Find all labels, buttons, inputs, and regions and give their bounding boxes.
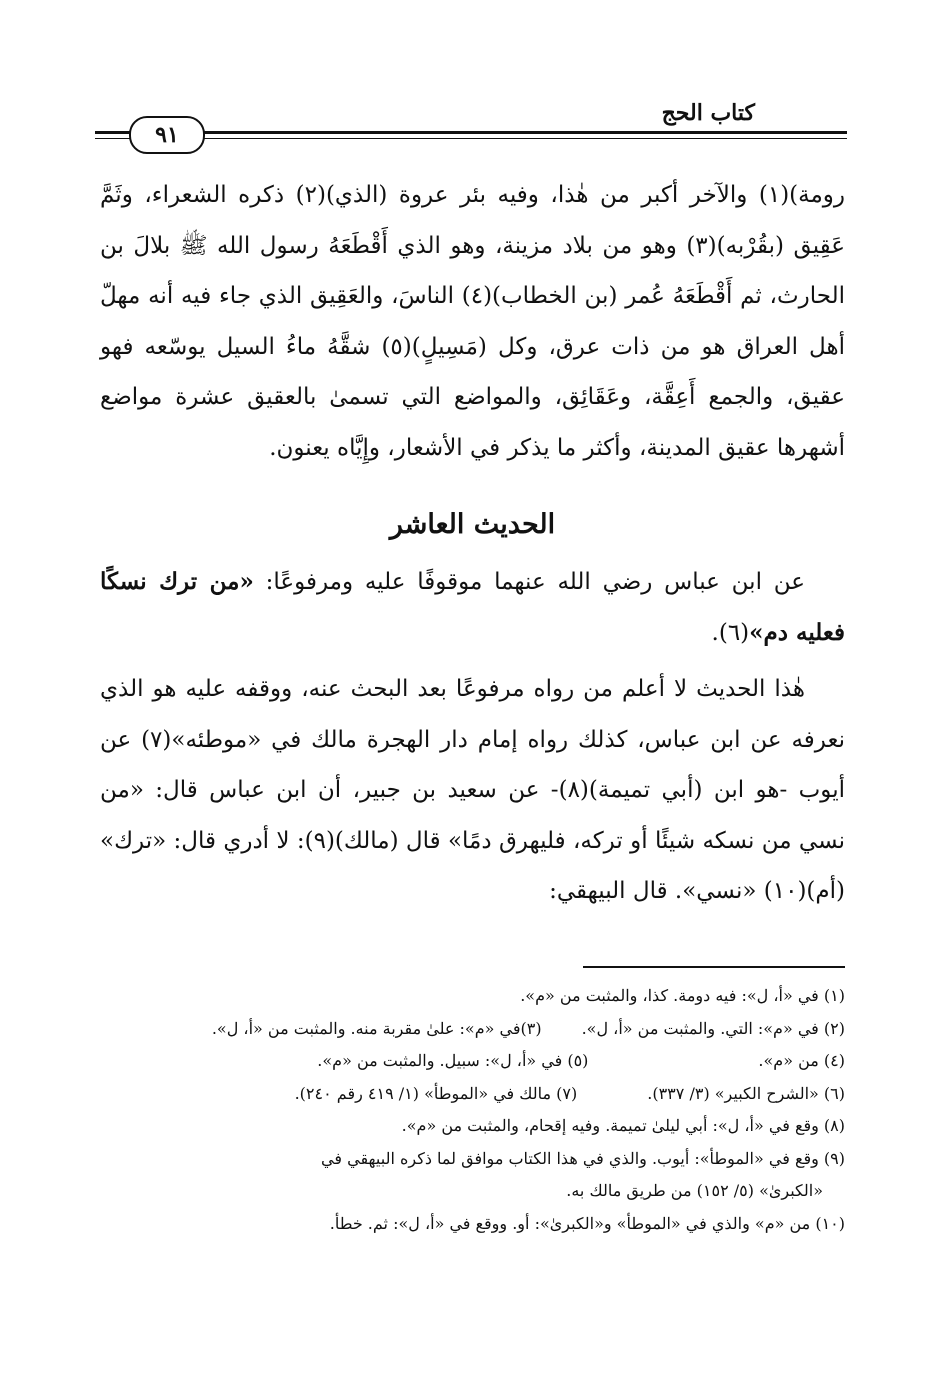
paragraph-continuation: رومة)(١) والآخر أكبر من هٰذا، وفيه بئر عروة (الذي)(٢) ذكره الشعراء، وثَمَّ عَقِيق (بقُرْبه)(٣) وهو من بلاد مزينة، وهو الذي أَقْطَعَهُ رسول الله ﷺ بلالَ بن الحارث، ثم أَقْطَعَهُ عُمر (بن الخطاب)(٤) الناسَ، والعَقِيق الذي جاء فيه أنه مهلّ أهل العراق هو من ذات عرق، وكل (مَسِيلٍ)(٥) شقَّهُ ماءُ السيل يوسّعه فهو عقيق، والجمع أَعِقَّة، وعَقَائِق، والمواضع التي تسمىٰ بالعقيق عشرة مواضع أشهرها عقيق المدينة، وأكثر ما يذكر في الأشعار، وإِيَّاه يعنون.	[100, 182, 845, 461]
hadith-footnote-ref: (٦).	[711, 619, 750, 646]
page-header	[95, 98, 847, 154]
footnote-line	[100, 1208, 845, 1241]
footnote-2: (٢) في «م»: التي. والمثبت من «أ، ل».	[581, 1018, 845, 1038]
footnote-8: (٨) وقع في «أ، ل»: أبي ليلىٰ تميمة. وفيه إقحام، والمثبت من «م».	[401, 1116, 845, 1135]
footnotes	[100, 980, 845, 1240]
page-number: ٩١	[129, 116, 205, 154]
header-rule-thick	[95, 131, 847, 134]
hadith-intro: عن ابن عباس رضي الله عنهما موقوفًا عليه ومرفوعًا:	[253, 569, 805, 595]
book-title: كتاب الحج	[661, 100, 755, 126]
section-heading: الحديث العاشر	[389, 509, 556, 540]
footnote-1: (١) في «أ، ل»: فيه دومة. كذا، والمثبت من «م».	[520, 986, 845, 1005]
footnote-line	[100, 1045, 845, 1078]
footnote-line	[100, 1175, 845, 1208]
commentary-paragraph: هٰذا الحديث لا أعلم من رواه مرفوعًا بعد البحث عنه، ووقفه عليه هو الذي نعرفه عن ابن عباس، كذلك رواه إمام دار الهجرة مالك في «موطئه»(٧) عن أيوب -هو ابن (أبي تميمة)(٨)- عن سعيد بن جبير، أن ابن عباس قال: «من نسي من نسكه شيئًا أو تركه، فليهرق دمًا» قال (مالك)(٩): لا أدري قال: «ترك» (أم)(١٠) «نسي». قال البيهقي:	[100, 676, 845, 904]
footnote-line	[100, 1110, 845, 1143]
main-text	[100, 170, 845, 917]
footnote-line	[100, 1078, 845, 1111]
footnote-9-continued: «الكبرىٰ» (٥/ ١٥٢) من طريق مالك به.	[566, 1181, 823, 1200]
footnote-4: (٤) من «م».	[758, 1051, 845, 1070]
hadith-text: «من ترك نسكًا فعليه دم»	[100, 568, 845, 646]
footnote-line	[100, 1143, 845, 1176]
header-rule-thin	[95, 138, 847, 139]
footnote-10: (١٠) من «م» والذي في «الموطأ» و«الكبرىٰ»: أو. ووقع في «أ، ل»: ثم. خطأ.	[329, 1213, 845, 1233]
footnote-separator	[583, 966, 845, 968]
footnote-3: (٣)في «م»: علىٰ مقربة منه. والمثبت من «أ، ل».	[211, 1018, 542, 1038]
hadith-paragraph	[100, 557, 845, 658]
footnote-9: (٩) وقع في «الموطأ»: أيوب. والذي في هذا الكتاب موافق لما ذكره البيهقي في	[321, 1148, 845, 1168]
footnote-7: (٧) مالك في «الموطأ» (١/ ٤١٩ رقم ٢٤٠).	[294, 1083, 578, 1103]
footnote-5: (٥) في «أ، ل»: سبيل. والمثبت من «م».	[317, 1051, 589, 1070]
footnote-line	[100, 980, 845, 1013]
footnote-line	[100, 1013, 845, 1046]
footnote-6: (٦) «الشرح الكبير» (٣/ ٣٣٧).	[647, 1083, 845, 1103]
